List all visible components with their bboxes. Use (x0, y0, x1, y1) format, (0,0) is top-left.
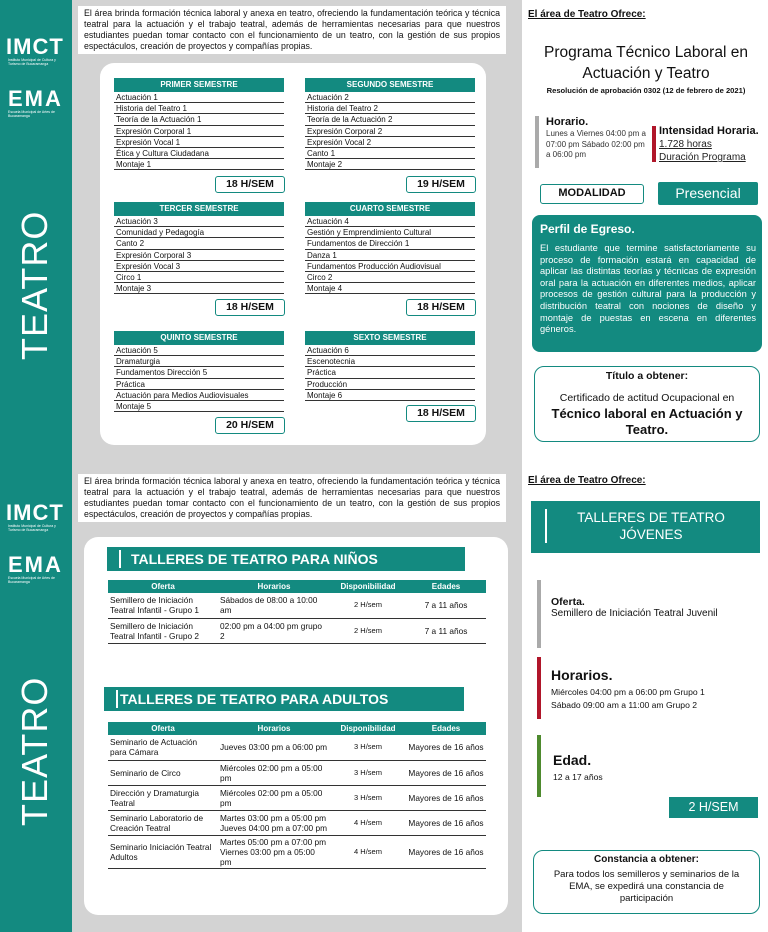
adultos-title (104, 687, 464, 711)
right-panel-bottom (522, 466, 768, 932)
cell-oferta: Semillero de Iniciación Teatral Infantil - Grupo 2 (108, 618, 218, 643)
course-item: Montaje 2 (305, 159, 475, 170)
imct-logo-subtitle: Instituto Municipal de Cultura y Turismo de Bucaramanga (8, 58, 56, 66)
oferta-accent (537, 580, 541, 648)
course-item: Actuación 6 (305, 345, 475, 356)
course-item: Expresión Vocal 1 (114, 137, 284, 148)
semester-block-3 (114, 202, 284, 294)
cell-edades: Mayores de 16 años (406, 760, 486, 785)
intro-text: El área brinda formación técnica laboral y anexa en teatro, ofreciendo la fundamentación teórica y técnica teatral para la actuación y el trabajo teatral, además de herramientas necesarias para que nuestros estudiantes puedan tomar contacto con el funcionamiento de un teatro, con la gestión de sus propios espectáculos, creación de proyectos y compañías propias. (78, 474, 506, 522)
course-item: Fundamentos Producción Audiovisual (305, 261, 475, 272)
cell-oferta: Semillero de Iniciación Teatral Infantil - Grupo 1 (108, 593, 218, 618)
cell-disponibilidad: 2 H/sem (330, 593, 406, 618)
adultos-table (108, 722, 486, 869)
modalidad-label: MODALIDAD (540, 184, 644, 204)
course-item: Teoría de la Actuación 2 (305, 114, 475, 125)
imct-logo: IMCT (6, 500, 64, 525)
col-header: Disponibilidad (330, 580, 406, 593)
table-row (108, 618, 486, 643)
title-bar (545, 509, 547, 543)
course-item: Fundamentos Dirección 5 (114, 367, 284, 378)
cell-horario: Miércoles 02:00 pm a 05:00 pm (218, 785, 330, 810)
hours-badge: 18 H/SEM (215, 299, 285, 316)
hours-badge: 18 H/SEM (406, 299, 476, 316)
horarios-line-1: Miércoles 04:00 pm a 06:00 pm Grupo 1 (551, 687, 705, 697)
semester-block-4 (305, 202, 475, 294)
ema-logo-subtitle: Escuela Municipal de Artes de Bucaramanga (8, 576, 55, 584)
sidebar-bottom (0, 466, 72, 932)
course-item: Actuación 3 (114, 216, 284, 227)
cell-oferta: Seminario Iniciación Teatral Adultos (108, 835, 218, 868)
course-item: Actuación 4 (305, 216, 475, 227)
titulo-cert: Certificado de actitud Ocupacional en (559, 392, 735, 404)
semester-title: PRIMER SEMESTRE (114, 78, 284, 92)
semester-title: CUARTO SEMESTRE (305, 202, 475, 216)
edad-label: Edad. (553, 752, 592, 768)
course-item: Circo 2 (305, 272, 475, 283)
course-item: Historia del Teatro 2 (305, 103, 475, 114)
course-item: Escenotecnia (305, 356, 475, 367)
cell-disponibilidad: 2 H/sem (330, 618, 406, 643)
course-item: Producción (305, 379, 475, 390)
cell-horario: Sábados de 08:00 a 10:00 am (218, 593, 330, 618)
horarios-line-2: Sábado 09:00 am a 11:00 am Grupo 2 (551, 700, 698, 710)
area-heading: El área de Teatro Ofrece: (528, 475, 646, 486)
cell-disponibilidad: 3 H/sem (330, 760, 406, 785)
hours-badge: 18 H/SEM (406, 405, 476, 422)
right-panel-top (522, 0, 768, 466)
ninos-title-text: TALLERES DE TEATRO PARA NIÑOS (131, 551, 378, 567)
table-row (108, 760, 486, 785)
cell-horario: Martes 05:00 pm a 07:00 pm Viernes 03:00 pm a 05:00 pm (218, 835, 330, 868)
course-item: Comunidad y Pedagogía (114, 227, 284, 238)
course-item: Circo 1 (114, 272, 284, 283)
table-row (108, 835, 486, 868)
col-header: Horarios (218, 722, 330, 735)
course-item: Actuación 1 (114, 92, 284, 103)
col-header: Horarios (218, 580, 330, 593)
hours-badge: 19 H/SEM (406, 176, 476, 193)
semester-title: SEGUNDO SEMESTRE (305, 78, 475, 92)
imct-logo-subtitle: Instituto Municipal de Cultura y Turismo de Bucaramanga (8, 524, 56, 532)
ninos-table (108, 580, 486, 644)
col-header: Edades (406, 722, 486, 735)
cell-edades: 7 a 11 años (406, 593, 486, 618)
semester-title: QUINTO SEMESTRE (114, 331, 284, 345)
course-item: Actuación 2 (305, 92, 475, 103)
sidebar-top (0, 0, 72, 466)
edad-accent (537, 735, 541, 797)
cell-horario: Miércoles 02:00 pm a 05:00 pm (218, 760, 330, 785)
course-item: Expresión Vocal 3 (114, 261, 284, 272)
constancia-text: Para todos los semilleros y seminarios de la EMA, se expedirá una constancia de participación (553, 869, 740, 904)
semester-block-5 (114, 331, 284, 412)
cell-oferta: Dirección y Dramaturgia Teatral (108, 785, 218, 810)
intensidad-label: Intensidad Horaria. (659, 125, 759, 137)
horario-accent (535, 116, 539, 168)
program-title: Programa Técnico Laboral en Actuación y Teatro (544, 44, 748, 82)
duracion-label: Duración Programa (659, 152, 746, 163)
course-item: Montaje 6 (305, 390, 475, 401)
course-item: Montaje 1 (114, 159, 284, 170)
jovenes-banner (531, 501, 760, 553)
semester-title: TERCER SEMESTRE (114, 202, 284, 216)
oferta-text: Semillero de Iniciación Teatral Juvenil (551, 608, 718, 619)
course-item: Expresión Vocal 2 (305, 137, 475, 148)
course-item: Montaje 3 (114, 283, 284, 294)
jovenes-title: TALLERES DE TEATRO JÓVENES (577, 510, 725, 542)
horarios-accent (537, 657, 541, 719)
course-item: Práctica (305, 367, 475, 378)
constancia-label: Constancia a obtener: (593, 854, 700, 865)
cell-oferta: Seminario de Actuación para Cámara (108, 735, 218, 760)
course-item: Danza 1 (305, 250, 475, 261)
cell-edades: 7 a 11 años (406, 618, 486, 643)
horarios-label: Horarios. (551, 667, 613, 683)
perfil-card (532, 215, 762, 352)
adultos-title-text: TALLERES DE TEATRO PARA ADULTOS (120, 691, 389, 707)
title-bar (119, 550, 121, 568)
course-item: Canto 2 (114, 238, 284, 249)
cell-oferta: Seminario Laboratorio de Creación Teatral (108, 810, 218, 835)
course-item: Expresión Corporal 3 (114, 250, 284, 261)
cell-disponibilidad: 3 H/sem (330, 785, 406, 810)
cell-oferta: Seminario de Circo (108, 760, 218, 785)
cell-edades: Mayores de 16 años (406, 835, 486, 868)
ninos-title (107, 547, 465, 571)
titulo-card (534, 366, 760, 442)
cell-edades: Mayores de 16 años (406, 810, 486, 835)
course-item: Canto 1 (305, 148, 475, 159)
vertical-title: TEATRO (14, 676, 55, 826)
semester-block-2 (305, 78, 475, 170)
intensidad-hours: 1.728 horas (659, 139, 712, 150)
cell-disponibilidad: 4 H/sem (330, 810, 406, 835)
hours-badge: 18 H/SEM (215, 176, 285, 193)
resolution-text: Resolución de aprobación 0302 (12 de febrero de 2021) (546, 86, 746, 95)
oferta-label: Oferta. (551, 596, 585, 608)
table-row (108, 593, 486, 618)
intro-text: El área brinda formación técnica laboral y anexa en teatro, ofreciendo la fundamentación teórica y técnica teatral para la actuación y el trabajo teatral, además de herramientas necesarias para que nuestros estudiantes puedan tomar contacto con el funcionamiento de un teatro, con la gestión de sus propios espectáculos, creación de proyectos y compañías propias. (78, 6, 506, 54)
cell-horario: Jueves 03:00 pm a 06:00 pm (218, 735, 330, 760)
imct-logo: IMCT (6, 34, 64, 59)
course-item: Montaje 4 (305, 283, 475, 294)
course-item: Expresión Corporal 1 (114, 126, 284, 137)
course-item: Gestión y Emprendimiento Cultural (305, 227, 475, 238)
course-item: Teoría de la Actuación 1 (114, 114, 284, 125)
titulo-label: Título a obtener: (605, 370, 689, 382)
col-header: Edades (406, 580, 486, 593)
semester-title: SEXTO SEMESTRE (305, 331, 475, 345)
course-item: Historia del Teatro 1 (114, 103, 284, 114)
horario-label: Horario. (546, 116, 589, 128)
intensidad-accent (652, 126, 656, 162)
course-item: Actuación 5 (114, 345, 284, 356)
course-item: Práctica (114, 379, 284, 390)
cell-disponibilidad: 4 H/sem (330, 835, 406, 868)
cell-horario: Martes 03:00 pm a 05:00 pm Jueves 04:00 pm a 07:00 pm (218, 810, 330, 835)
horario-text: Lunes a Viernes 04:00 pm a 07:00 pm Sábado 02:00 pm a 06:00 pm (546, 129, 646, 159)
cell-edades: Mayores de 16 años (406, 785, 486, 810)
course-item: Dramaturgia (114, 356, 284, 367)
table-row (108, 785, 486, 810)
constancia-card (533, 850, 760, 914)
cell-edades: Mayores de 16 años (406, 735, 486, 760)
hours-badge: 2 H/SEM (669, 797, 758, 818)
course-item: Ética y Cultura Ciudadana (114, 148, 284, 159)
cell-horario: 02:00 pm a 04:00 pm grupo 2 (218, 618, 330, 643)
col-header: Oferta (108, 580, 218, 593)
course-item: Actuación para Medios Audiovisuales (114, 390, 284, 401)
course-item: Fundamentos de Dirección 1 (305, 238, 475, 249)
semester-block-6 (305, 331, 475, 401)
table-row (108, 810, 486, 835)
col-header: Oferta (108, 722, 218, 735)
ema-logo-subtitle: Escuela Municipal de Artes de Bucaramanga (8, 110, 55, 118)
edad-text: 12 a 17 años (553, 772, 603, 782)
semester-block-1 (114, 78, 284, 170)
col-header: Disponibilidad (330, 722, 406, 735)
course-item: Expresión Corporal 2 (305, 126, 475, 137)
modalidad-value: Presencial (658, 182, 758, 205)
vertical-title: TEATRO (14, 210, 55, 360)
ema-logo: EMA (8, 86, 63, 111)
title-bar (116, 690, 118, 708)
titulo-name: Técnico laboral en Actuación y Teatro. (551, 406, 743, 437)
ema-logo: EMA (8, 552, 63, 577)
hours-badge: 20 H/SEM (215, 417, 285, 434)
course-item: Montaje 5 (114, 401, 284, 412)
perfil-text: El estudiante que termine satisfactoriamente su proceso de formación estará en capacidad de aplicar las distintas teorías y técnicas de expresión oral para la actuación en diferentes medios, aplicar procesos de gestión cultural para la producción y distribución teatral con nociones de diseño y montaje de puestas en escena en diferentes géneros. (540, 243, 756, 335)
cell-disponibilidad: 3 H/sem (330, 735, 406, 760)
perfil-title: Perfil de Egreso. (540, 222, 635, 236)
table-row (108, 735, 486, 760)
area-heading: El área de Teatro Ofrece: (528, 9, 646, 20)
